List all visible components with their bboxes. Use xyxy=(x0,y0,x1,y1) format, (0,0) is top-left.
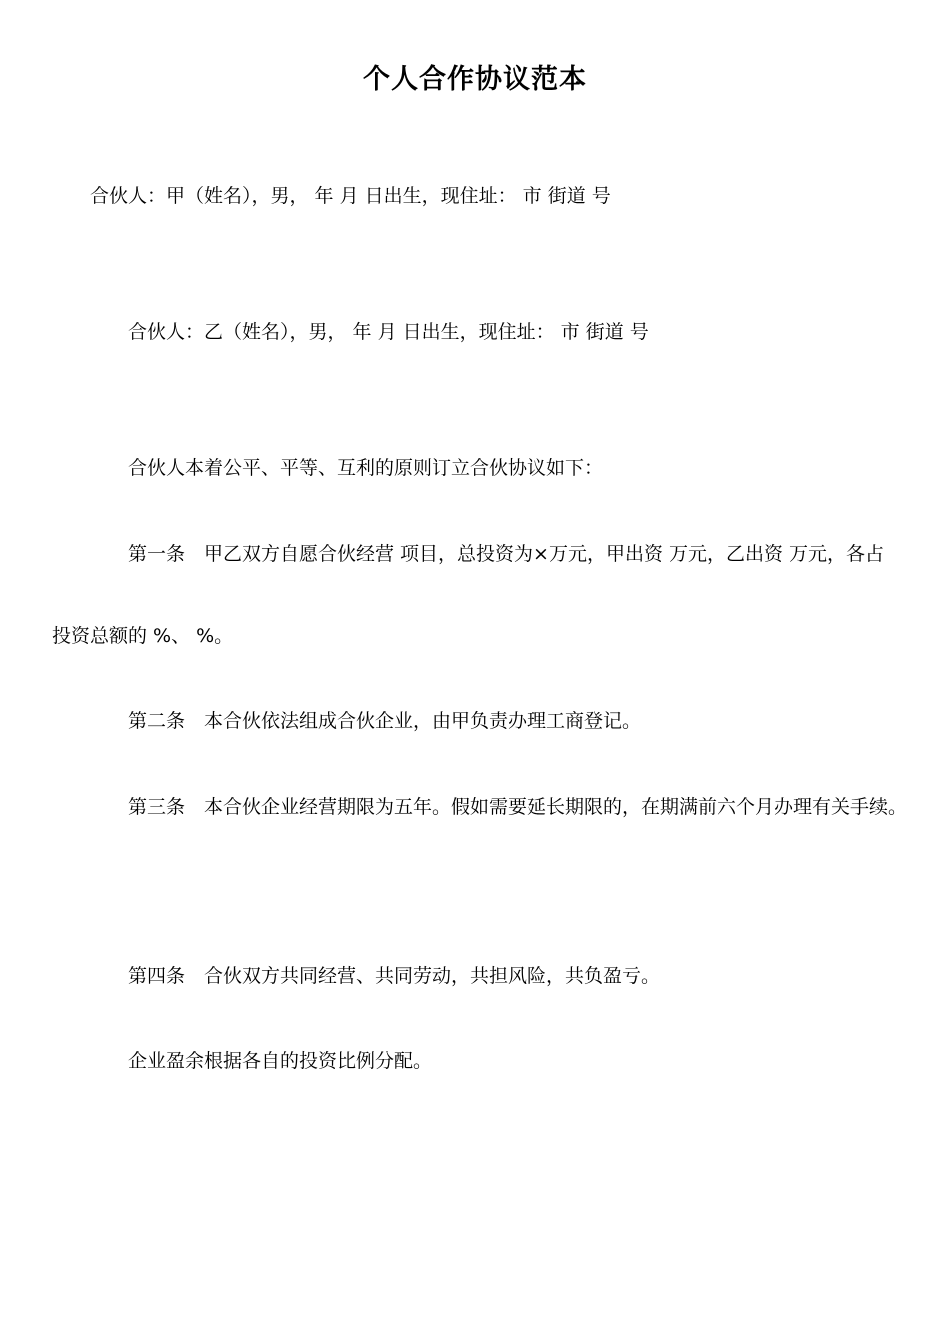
article-3-text: 本合伙企业经营期限为五年。假如需要延长期限的，在期满前六个月办理有关手续。 xyxy=(204,796,908,818)
partner-a-paragraph: 合伙人：甲（姓名），男， 年 月 日出生，现住址： 市 街道 号 xyxy=(90,185,611,207)
article-2 xyxy=(128,707,641,735)
article-4-text: 合伙双方共同经营、共同劳动，共担风险，共负盈亏。 xyxy=(204,965,661,987)
article-2-text: 本合伙依法组成合伙企业，由甲负责办理工商登记。 xyxy=(204,710,642,732)
article-3 xyxy=(128,793,907,821)
profit-clause-paragraph: 企业盈余根据各自的投资比例分配。 xyxy=(128,1050,433,1072)
partner-b-paragraph: 合伙人：乙（姓名），男， 年 月 日出生，现住址： 市 街道 号 xyxy=(128,321,649,343)
article-1-label: 第一条 xyxy=(128,543,186,565)
article-1-line-1 xyxy=(128,540,884,568)
article-4 xyxy=(128,962,660,990)
document-title: 个人合作协议范本 xyxy=(363,64,587,95)
preamble-paragraph: 合伙人本着公平、平等、互利的原则订立合伙协议如下： xyxy=(128,457,604,479)
article-1-text: 甲乙双方自愿合伙经营 项目，总投资为×万元，甲出资 万元，乙出资 万元，各占 xyxy=(204,543,885,565)
article-4-label: 第四条 xyxy=(128,965,186,987)
article-1-line-2: 投资总额的 %、 %。 xyxy=(52,625,234,647)
article-2-label: 第二条 xyxy=(128,710,186,732)
article-3-label: 第三条 xyxy=(128,796,186,818)
